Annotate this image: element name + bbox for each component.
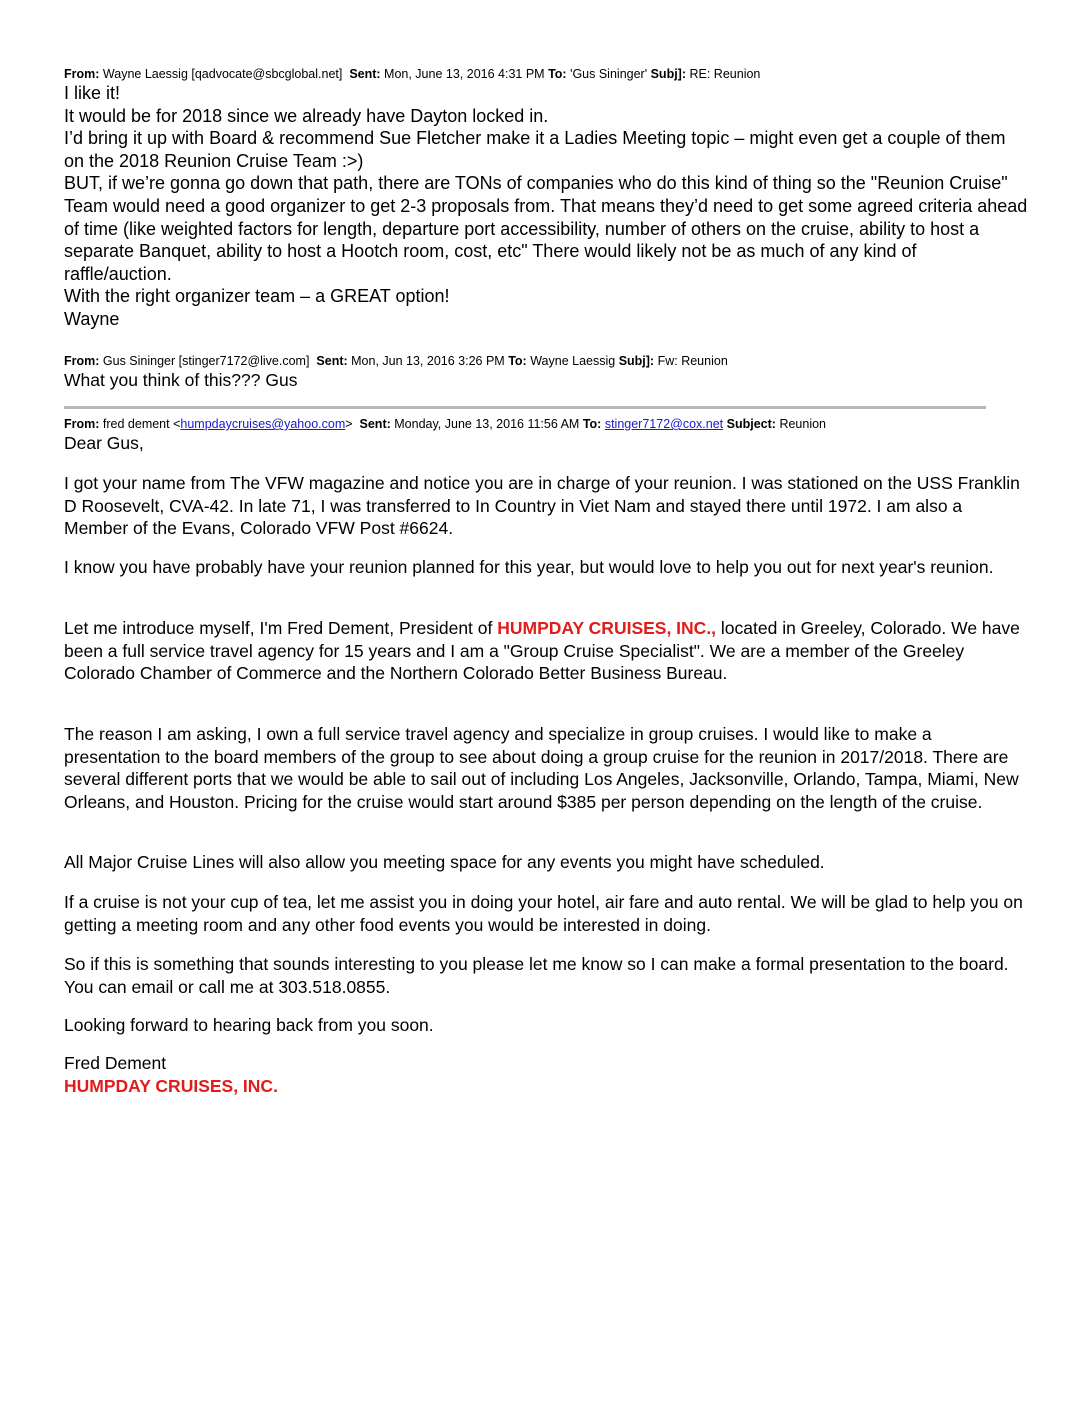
email3-header	[64, 416, 1028, 432]
email3-paragraph-meeting-space: All Major Cruise Lines will also allow you meeting space for any events you might have scheduled.	[64, 852, 825, 872]
email3-from-email-link[interactable]: humpdaycruises@yahoo.com	[180, 417, 346, 431]
email2-sent: Mon, Jun 13, 2016 3:26 PM	[351, 354, 505, 368]
email3-paragraph-company	[64, 617, 1028, 685]
email1-from: Wayne Laessig [qadvocate@sbcglobal.net]	[102, 67, 343, 81]
email3-from-label: From:	[64, 417, 100, 431]
email3-sent-label: Sent:	[359, 417, 391, 431]
email3-sent: Monday, June 13, 2016 11:56 AM	[394, 417, 580, 431]
signature-name: Fred Dement	[64, 1053, 167, 1073]
email3-paragraph-contact: So if this is something that sounds interesting to you please let me know so I can make a formal presentation to the board. You can email or call me at 303.518.0855.	[64, 954, 1009, 997]
email2-from-label: From:	[64, 354, 100, 368]
company-name: HUMPDAY CRUISES, INC.,	[497, 618, 717, 638]
email2-to: Wayne Laessig	[530, 354, 616, 368]
email2-subj-label: Subj]:	[618, 354, 655, 368]
email1-sent-label: Sent:	[349, 67, 381, 81]
email3-paragraph-proposal: The reason I am asking, I own a full service travel agency and specialize in group cruises. I would like to make a presentation to the board members of the group to see about doing a group cruise for the reunion in 2017/2018. There are several different ports that we would be able to sail out of including Los Angeles, Jacksonville, Orlando, Tampa, Miami, New Orleans, and Houston. Pricing for the cruise would start around $385 per person depending on the length of the cruise.	[64, 724, 1019, 812]
email3-paragraph-intro: I got your name from The VFW magazine and notice you are in charge of your reunion. I was stationed on the USS Franklin D Roosevelt, CVA-42. In late 71, I was transferred to In Country in Viet Nam and stayed there until 1972. I am also a Member of the Evans, Colorado VFW Post #6624.	[64, 473, 1020, 539]
email1-to: 'Gus Sininger'	[570, 67, 648, 81]
email3-to-label: To:	[582, 417, 602, 431]
email2-subj: Fw: Reunion	[657, 354, 728, 368]
email2-header	[64, 353, 1028, 369]
email1-sent: Mon, June 13, 2016 4:31 PM	[384, 67, 545, 81]
email1-line: BUT, if we’re gonna go down that path, there are TONs of companies who do this kind of thing so the "Reunion Cruise" Team would need a good organizer to get 2-3 proposals from. That means they’d need to get some agreed criteria ahead of time (like weighted factors for length, departure port accessibility, number of others on the cruise, ability to host a separate Banquet, ability to host a Hootch room, cost, etc" There would likely not be as much of any kind of raffle/auction.	[64, 173, 1028, 284]
email1-subj-label: Subj]:	[650, 67, 687, 81]
email3-subject: Reunion	[779, 417, 827, 431]
email1-to-label: To:	[548, 67, 567, 81]
email1-signature: Wayne	[64, 308, 120, 329]
email1-subj: RE: Reunion	[689, 67, 761, 81]
email3-subject-label: Subject:	[726, 417, 776, 431]
email1-line: With the right organizer team – a GREAT option!	[64, 286, 450, 307]
email1-line: I’d bring it up with Board & recommend Sue Fletcher make it a Ladies Meeting topic – might even get a couple of them on the 2018 Reunion Cruise Team :>)	[64, 128, 1006, 171]
signature-company: HUMPDAY CRUISES, INC.	[64, 1075, 278, 1096]
email3-from-name: fred dement <	[102, 417, 181, 431]
email2-body: What you think of this??? Gus	[64, 370, 298, 390]
email1-line: It would be for 2018 since we already have Dayton locked in.	[64, 105, 549, 126]
email1-line: I like it!	[64, 83, 121, 103]
email1-body	[64, 82, 1028, 331]
email3-paragraph-alternative: If a cruise is not your cup of tea, let me assist you in doing your hotel, air fare and auto rental. We will be glad to help you on getting a meeting room and any other food events you would be interested in doing.	[64, 892, 1023, 935]
email3-paragraph-closing: Looking forward to hearing back from you soon.	[64, 1015, 434, 1035]
email3-to-email-link[interactable]: stinger7172@cox.net	[604, 417, 724, 431]
email3-signature	[64, 1052, 1028, 1097]
email3-from-close: >	[345, 417, 353, 431]
email3-p3-text-cont: located in Greeley, Colorado. We have been a full service travel agency for 15 years and I am a "Group Cruise Specialist". We are a member of the Greeley Colorado Chamber of Commerce and the Northern Colorado Better Business Bureau.	[64, 618, 1020, 684]
email3-greeting: Dear Gus,	[64, 433, 144, 453]
email2-sent-label: Sent:	[316, 354, 348, 368]
email1-from-label: From:	[64, 67, 100, 81]
email3-p3-text: Let me introduce myself, I'm Fred Dement, President of	[64, 618, 498, 638]
email2-to-label: To:	[508, 354, 527, 368]
email2-from: Gus Sininger [stinger7172@live.com]	[102, 354, 310, 368]
email3-paragraph-planning: I know you have probably have your reunion planned for this year, but would love to help you out for next year's reunion.	[64, 557, 994, 577]
email1-header	[64, 66, 1028, 82]
forward-separator	[64, 406, 986, 409]
